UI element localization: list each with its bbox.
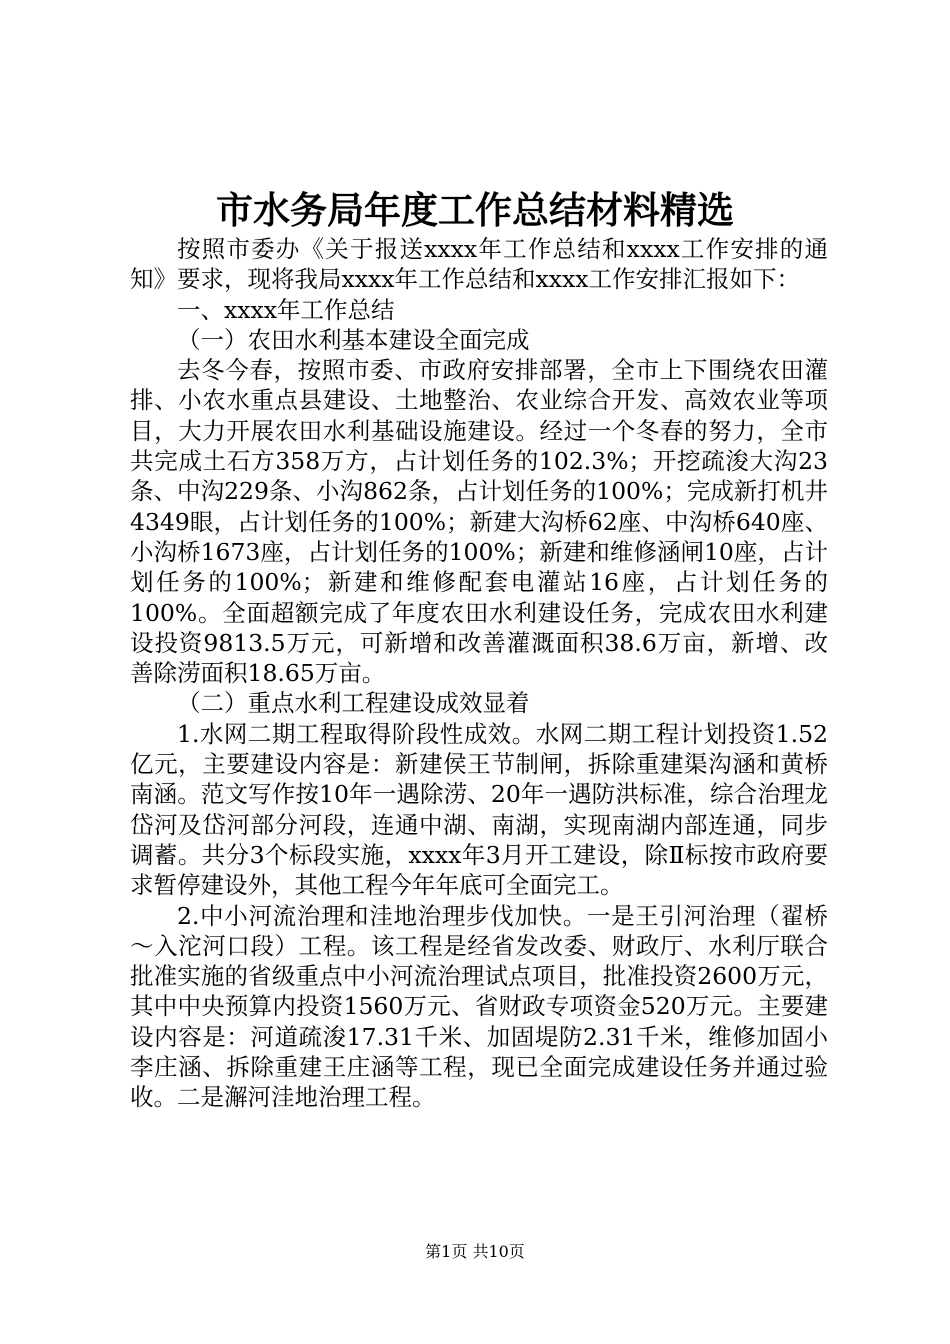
subsection-heading-1: （一）农田水利基本建设全面完成 (177, 325, 530, 354)
intro-paragraph: 按照市委办《关于报送xxxx年工作总结和xxxx工作安排的通知》要求，现将我局xxxx年工作总结和xxxx工作安排汇报如下： (130, 235, 828, 294)
section-heading-1: 一、xxxx年工作总结 (177, 295, 395, 324)
document-body (130, 234, 828, 1113)
body-paragraph: 1.水网二期工程取得阶段性成效。水网二期工程计划投资1.52亿元，主要建设内容是：新建侯王节制闸，拆除重建渠沟涵和黄桥南涵。范文写作按10年一遇除涝、20年一遇防洪标准，综合治理龙岱河及岱河部分河段，连通中湖、南湖，实现南湖内部连通，同步调蓄。共分3个标段实施，xxxx年3月开工建设，除Ⅱ标按市政府要求暂停建设外，其他工程今年年底可全面完工。 (130, 719, 828, 900)
body-paragraph: 2.中小河流治理和洼地治理步伐加快。一是王引河治理（翟桥～入沱河口段）工程。该工程是经省发改委、财政厅、水利厅联合批准实施的省级重点中小河流治理试点项目，批准投资2600万元，其中中央预算内投资1560万元、省财政专项资金520万元。主要建设内容是：河道疏浚17.31千米、加固堤防2.31千米，维修加固小李庄涵、拆除重建王庄涵等工程，现已全面完成建设任务并通过验收。二是澥河洼地治理工程。 (130, 901, 828, 1112)
document-title: 市水务局年度工作总结材料精选 (216, 188, 734, 232)
body-paragraph: 去冬今春，按照市委、市政府安排部署，全市上下围绕农田灌排、小农水重点县建设、土地整治、农业综合开发、高效农业等项目，大力开展农田水利基础设施建设。经过一个冬春的努力，全市共完成土石方358万方，占计划任务的102.3%；开挖疏浚大沟23条、中沟229条、小沟862条，占计划任务的100%；完成新打机井4349眼，占计划任务的100%；新建大沟桥62座、中沟桥640座、小沟桥1673座，占计划任务的100%；新建和维修涵闸10座，占计划任务的100%；新建和维修配套电灌站16座，占计划任务的100%。全面超额完成了年度农田水利建设任务，完成农田水利建设投资9813.5万元，可新增和改善灌溉面积38.6万亩，新增、改善除涝面积18.65万亩。 (130, 356, 828, 688)
subsection-heading-2: （二）重点水利工程建设成效显着 (177, 689, 530, 718)
page-footer: 第1页 共10页 (425, 1242, 525, 1261)
